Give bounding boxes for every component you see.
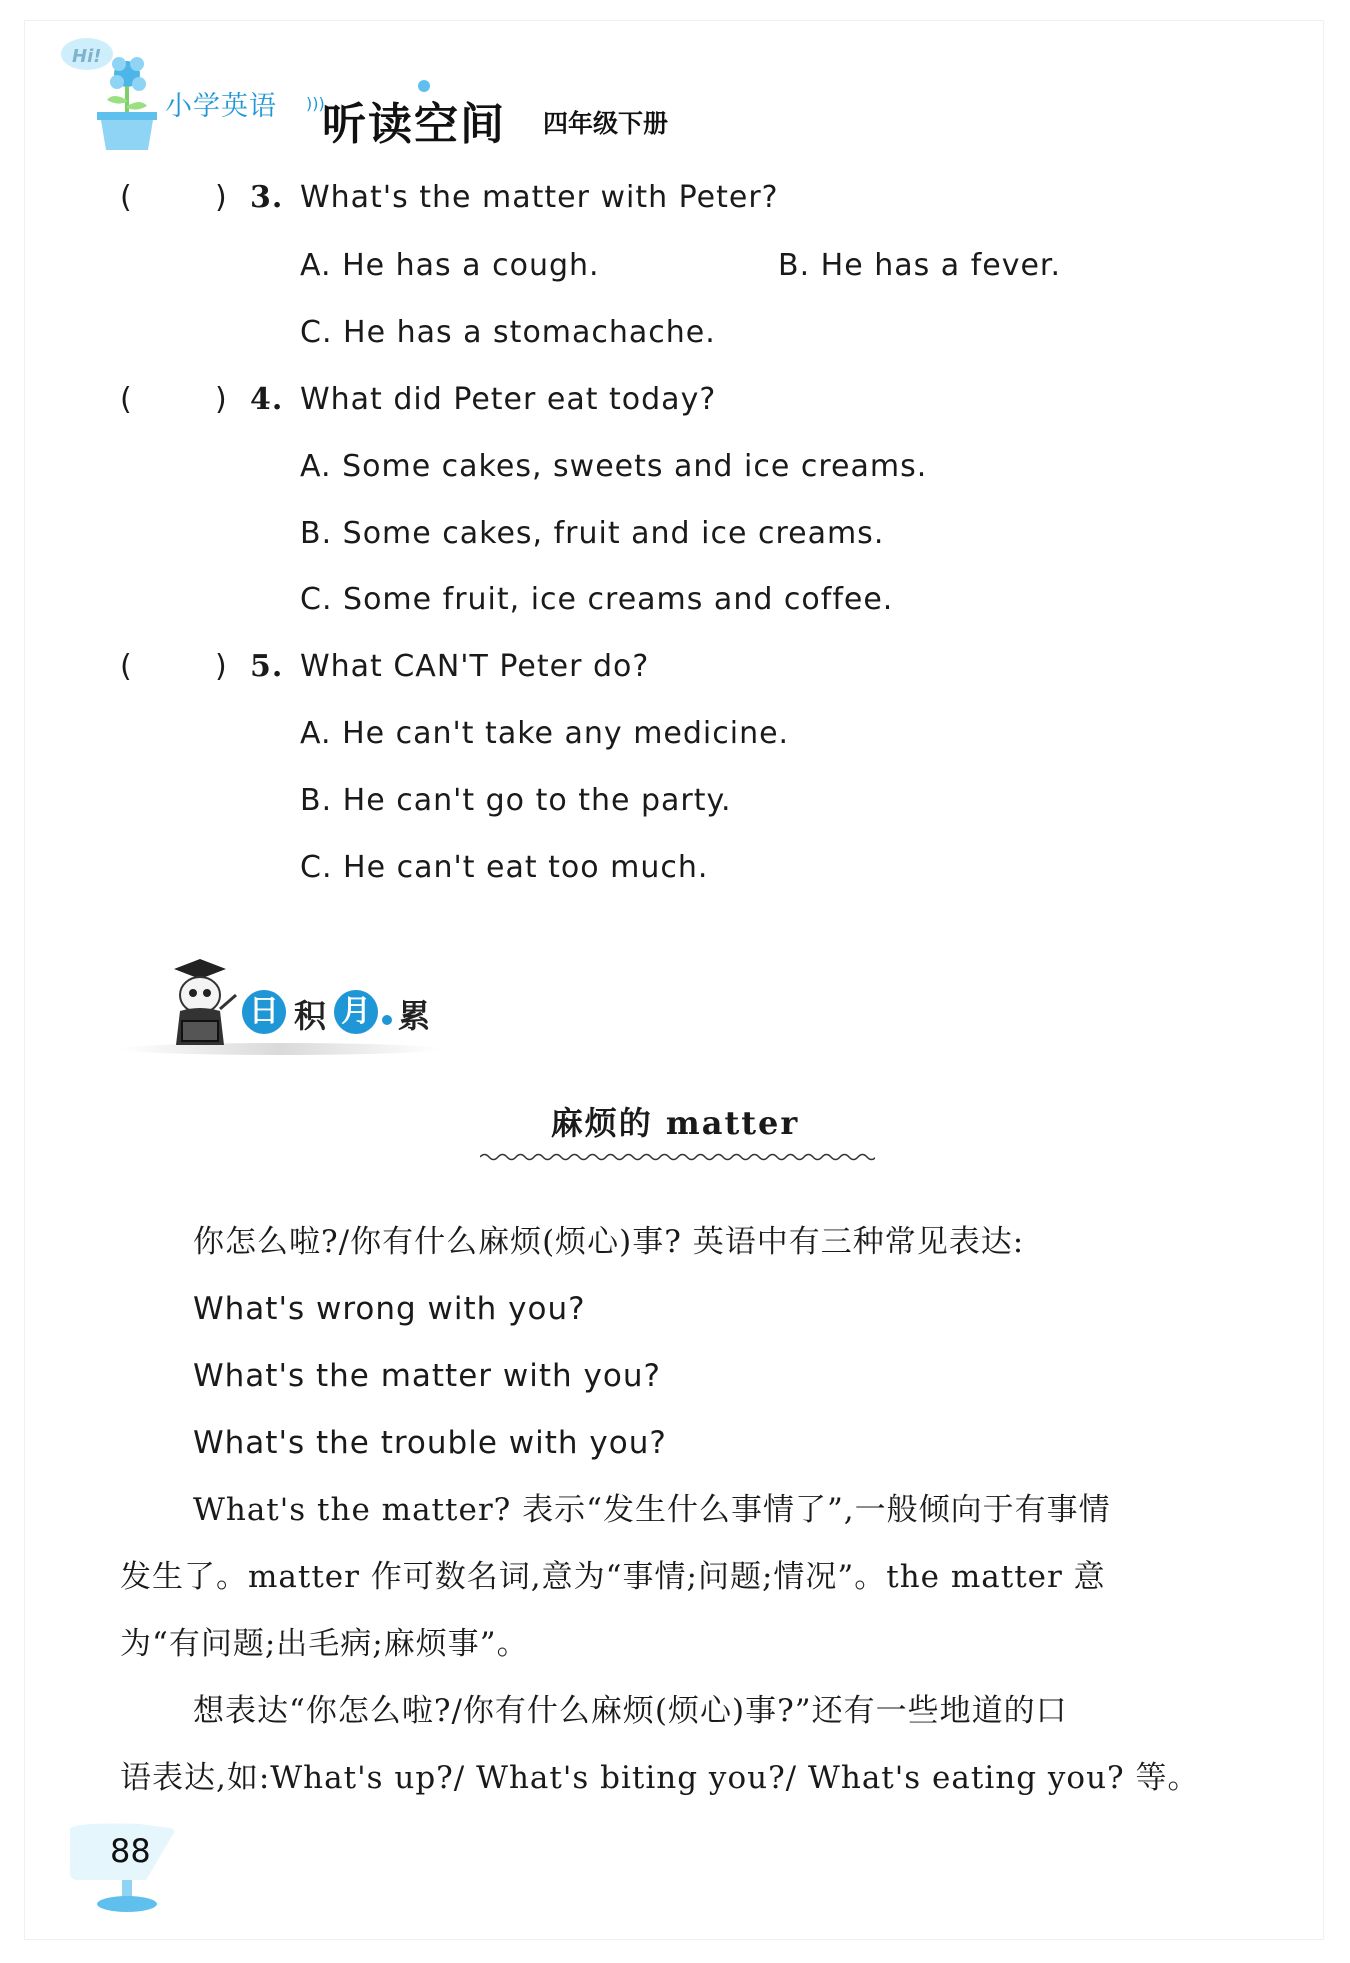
option-c: C. Some fruit, ice creams and coffee. [300,582,894,617]
page-number: 88 [110,1832,151,1870]
question-text: What's the matter with Peter? [300,180,779,215]
article-line: 语表达,如:What's up?/ What's biting you?/ What's eating you? 等。 [120,1760,1200,1796]
section-char-ri: 日 [242,990,286,1034]
article-line: What's wrong with you? [193,1291,586,1327]
answer-paren-open: ( [120,382,133,417]
option-a: A. He has a cough. [300,248,600,283]
option-a: A. Some cakes, sweets and ice creams. [300,449,928,484]
section-header [120,955,460,1055]
article-line: 发生了。matter 作可数名词,意为“事情;问题;情况”。the matter 意 [120,1559,1106,1595]
question-number: 3. [250,180,284,215]
owl-scholar-icon [160,955,240,1051]
article-line: What's the trouble with you? [193,1425,667,1461]
section-dot [382,1015,392,1025]
question-number: 5. [250,649,284,684]
article-line: What's the matter with you? [193,1358,661,1394]
question-text: What did Peter eat today? [300,382,717,417]
article-line: What's the matter? 表示“发生什么事情了”,一般倾向于有事情 [193,1492,1111,1528]
section-char-lei: 累 [398,997,431,1035]
question-text: What CAN'T Peter do? [300,649,650,684]
sound-wave-icon: ))) [306,94,325,113]
grade-label: 四年级下册 [543,109,669,138]
option-c: C. He can't eat too much. [300,850,709,885]
hi-badge: Hi! [72,46,102,67]
wavy-underline [480,1150,875,1164]
option-c: C. He has a stomachache. [300,315,716,350]
article-title: 麻烦的 matter [550,1104,800,1142]
section-char-ji: 积 [294,997,327,1035]
article-line: 为“有问题;出毛病;麻烦事”。 [120,1626,529,1662]
answer-paren-close: ) [215,382,228,417]
question-number: 4. [250,382,284,417]
option-b: B. He has a fever. [778,248,1062,283]
answer-paren-close: ) [215,180,228,215]
article-line: 你怎么啦?/你有什么麻烦(烦心)事? 英语中有三种常见表达: [193,1224,1025,1260]
option-b: B. He can't go to the party. [300,783,732,818]
answer-paren-open: ( [120,649,133,684]
answer-paren-close: ) [215,649,228,684]
option-a: A. He can't take any medicine. [300,716,790,751]
series-title: 听读空间 [322,99,506,150]
brand-label: 小学英语 [165,91,277,122]
option-b: B. Some cakes, fruit and ice creams. [300,516,885,551]
section-char-yue: 月 [334,990,378,1034]
article-line: 想表达“你怎么啦?/你有什么麻烦(烦心)事?”还有一些地道的口 [193,1693,1068,1729]
answer-paren-open: ( [120,180,133,215]
flower-pot-icon [55,34,165,154]
